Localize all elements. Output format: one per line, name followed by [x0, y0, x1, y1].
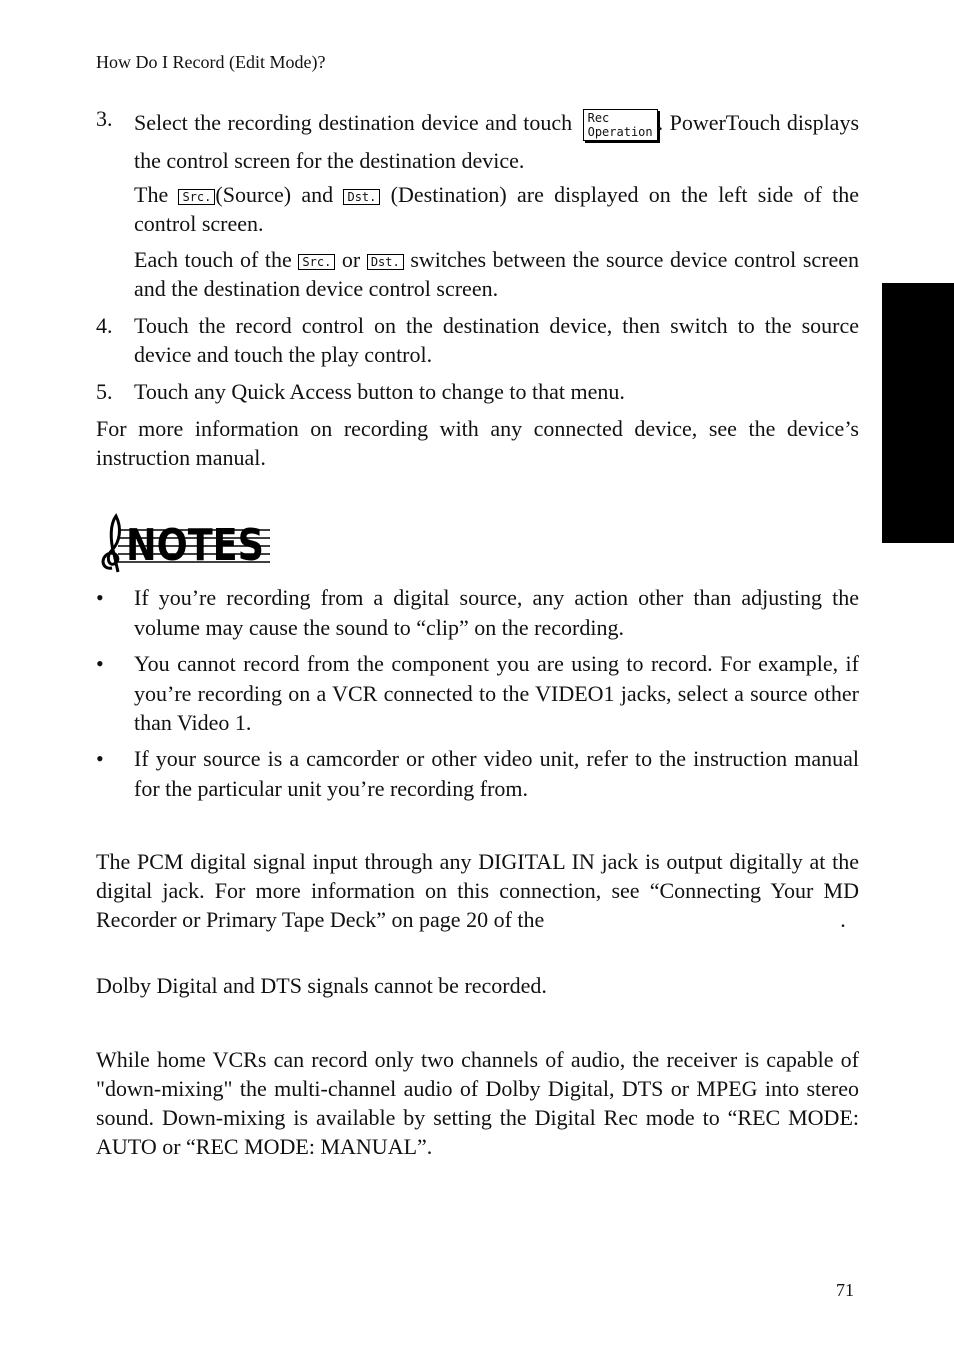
dst-button[interactable]: Dst. [367, 254, 404, 270]
note-bullet [96, 744, 859, 803]
text: The PCM digital signal input through any DIGITAL IN jack is output digitally at the digital jack. For more information on this connection, see “Connecting Your MD Recorder or Primary Tape Deck” on page 20 of the [96, 849, 859, 932]
src-button[interactable]: Src. [178, 189, 215, 205]
step-number: 3. [96, 106, 113, 131]
dst-button[interactable]: Dst. [343, 189, 380, 205]
step-5 [96, 377, 859, 406]
page-number: 71 [836, 1280, 854, 1300]
note-bullet [96, 649, 859, 738]
step-number: 4. [96, 313, 113, 338]
bullet-dot: • [96, 651, 104, 676]
text: The [134, 182, 169, 207]
pcm-paragraph [96, 847, 859, 934]
note-text: If you’re recording from a digital source, any action other than adjusting the volume may cause the sound to “clip” on the recording. [134, 585, 859, 640]
step-text: . PowerTouch displays the control screen for the destination device. [134, 110, 860, 173]
text: switches between the source device control screen and the destination device control screen. [134, 247, 860, 301]
text: (Destination) are displayed on the left side of the control screen. [134, 182, 859, 236]
button-line: Operation [587, 124, 653, 139]
rec-operation-button[interactable] [583, 109, 658, 141]
step-4 [96, 311, 859, 369]
section-tab [882, 283, 954, 543]
note-text: If your source is a camcorder or other video unit, refer to the instruction manual for the particular unit you’re recording from. [134, 746, 859, 801]
dolby-paragraph: Dolby Digital and DTS signals cannot be recorded. [96, 973, 547, 998]
button-line: Rec [587, 110, 610, 125]
step-text: Touch any Quick Access button to change to that menu. [134, 379, 625, 404]
bullet-dot: • [96, 585, 104, 610]
step-number: 5. [96, 379, 113, 404]
text: (Source) and [215, 182, 334, 207]
vcr-paragraph: While home VCRs can record only two channels of audio, the receiver is capable of "down-mixing" the multi-channel audio of Dolby Digital, DTS or MPEG into stereo sound. Down-mixing is available by setting the Digital Rec mode to “REC MODE: AUTO or “REC MODE: MANUAL”. [96, 1047, 859, 1159]
notes-logo-text: NOTES [126, 520, 264, 571]
running-head: How Do I Record (Edit Mode)? [96, 52, 326, 72]
text: or [341, 247, 361, 272]
bullet-dot: • [96, 746, 104, 771]
step-3 [96, 104, 859, 180]
text: . [840, 907, 846, 932]
note-bullet [96, 583, 859, 642]
more-info-paragraph: For more information on recording with any connected device, see the device’s instruction manual. [96, 416, 859, 470]
step-text: Select the recording destination device and touch [134, 110, 573, 135]
step-3-source-destination [134, 180, 859, 238]
text: Each touch of the [134, 247, 292, 272]
step-3-switch [134, 245, 859, 303]
note-text: You cannot record from the component you are using to record. For example, if you’re recording on a VCR connected to the VIDEO1 jacks, select a source other than Video 1. [134, 651, 859, 735]
src-button[interactable]: Src. [298, 254, 335, 270]
treble-clef-icon [103, 516, 119, 572]
notes-logo [96, 510, 272, 574]
step-text: Touch the record control on the destination device, then switch to the source device and touch the play control. [134, 313, 859, 367]
